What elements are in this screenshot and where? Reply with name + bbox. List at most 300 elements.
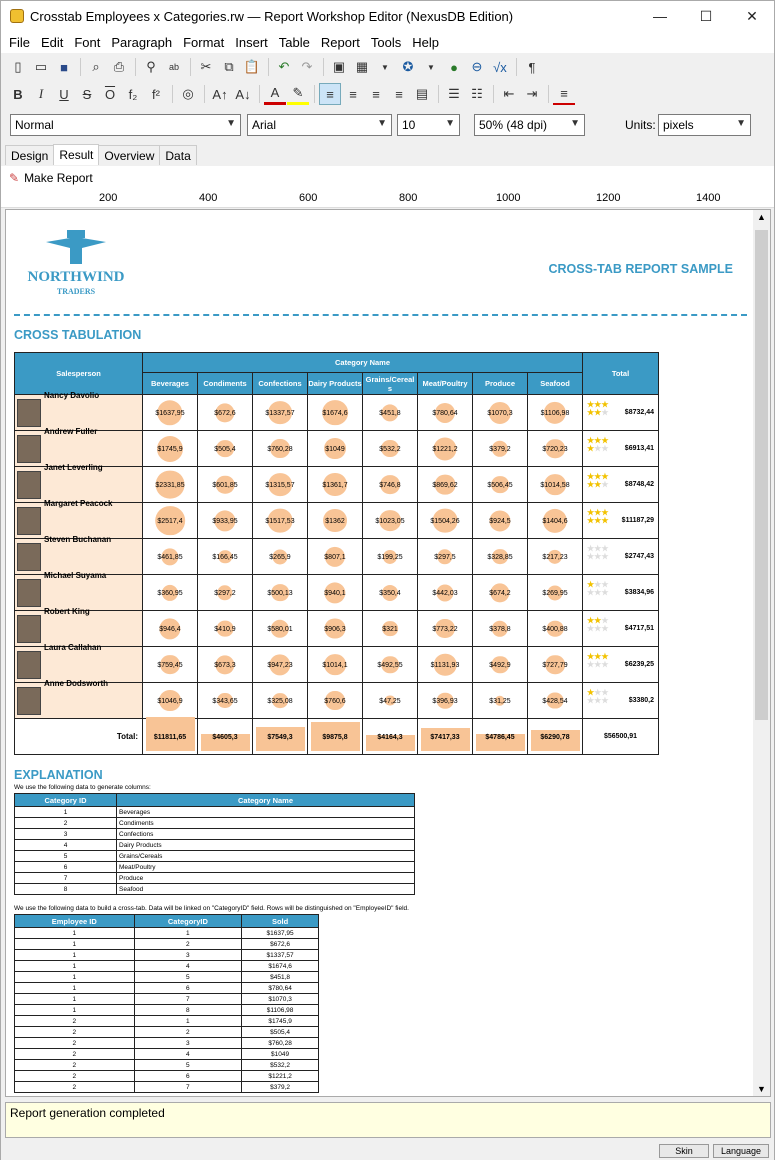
crosstab-cell: [253, 395, 308, 431]
hyperlink-icon[interactable]: ●: [450, 59, 458, 75]
crosstab-row: [15, 467, 659, 503]
table-row: [15, 873, 415, 884]
scroll-up-icon[interactable]: ▲: [757, 212, 766, 222]
crosstab-row: [15, 611, 659, 647]
scroll-down-icon[interactable]: ▼: [757, 1084, 766, 1094]
star-icon: ★: [601, 588, 609, 597]
crosstab-cell: [363, 647, 418, 683]
table-cell: 4: [134, 961, 242, 972]
star-icon: ★: [587, 696, 595, 705]
row-total-cell: [583, 611, 659, 647]
table-cell: Beverages: [117, 807, 415, 818]
crosstab-cell: [528, 431, 583, 467]
list-header: Category Name: [117, 794, 415, 807]
overline-icon[interactable]: $\overline{O}$: [104, 86, 116, 102]
avatar: [17, 579, 41, 607]
avatar: [17, 399, 41, 427]
cell-value: $350,4: [379, 590, 401, 597]
equation-icon[interactable]: √x: [493, 59, 507, 75]
grow-font-icon[interactable]: A↑: [212, 86, 228, 102]
category-column-header: Beverages: [143, 373, 198, 395]
chevron-down-icon: ▼: [736, 118, 746, 129]
category-column-header: Grains/Cereal s: [363, 373, 418, 395]
crosstab-table: [14, 352, 659, 755]
crosstab-cell: [473, 683, 528, 719]
maximize-button[interactable]: ☐: [699, 7, 713, 24]
crosstab-cell: [473, 431, 528, 467]
cell-value: $773,22: [432, 626, 458, 633]
star-icon: ★: [594, 444, 602, 453]
star-icon: ★: [601, 480, 609, 489]
align-right-icon[interactable]: ≡: [372, 86, 380, 102]
crosstab-cell: [473, 503, 528, 539]
star-icon: ★: [594, 436, 602, 445]
copy-icon[interactable]: ⧉: [224, 59, 234, 74]
category-column-header: Meat/Poultry: [418, 373, 473, 395]
star-icon: ★: [594, 588, 602, 597]
column-total-cell: [308, 719, 363, 755]
crosstab-cell: [198, 611, 253, 647]
table-cell: 3: [134, 1038, 242, 1049]
cell-value: $1049: [325, 446, 345, 453]
cell-value: $532,2: [379, 446, 401, 453]
salesperson-cell: [15, 390, 143, 431]
star-icon: ★: [594, 480, 602, 489]
cell-value: $269,95: [542, 590, 568, 597]
menu-help[interactable]: Help: [412, 34, 439, 50]
table-cell: 7: [134, 1082, 242, 1093]
ruler-label: 200: [99, 192, 118, 204]
cut-icon[interactable]: ✂: [200, 59, 212, 74]
undo-icon[interactable]: ↶: [278, 59, 290, 74]
crosstab-cell: [418, 539, 473, 575]
cell-value: $343,65: [212, 698, 238, 705]
cell-value: $47,25: [379, 698, 401, 705]
table-row: [15, 1071, 319, 1082]
cell-value: $451,8: [379, 410, 401, 417]
star-icon: ★: [601, 616, 609, 625]
style-combo[interactable]: [10, 114, 241, 136]
grand-total: $56500,91: [583, 719, 659, 755]
crosstab-cell: [198, 395, 253, 431]
star-icon: ★: [594, 580, 602, 589]
star-icon: ★: [594, 688, 602, 697]
star-icon: ★: [601, 400, 609, 409]
bold-icon[interactable]: B: [13, 86, 23, 102]
table-row: [15, 851, 415, 862]
star-icon: ★: [594, 400, 602, 409]
align-left-icon[interactable]: ≡: [319, 83, 341, 105]
salesperson-cell: [15, 534, 143, 575]
cell-value: $492,9: [489, 662, 511, 669]
total-header: Total: [583, 353, 659, 395]
column-total-value: $4786,45: [485, 734, 515, 741]
star-icon: ★: [594, 508, 602, 517]
table-cell: $532,2: [242, 1060, 319, 1071]
chevron-down-icon[interactable]: ▼: [381, 62, 389, 72]
insert-picture-icon[interactable]: ▣: [332, 59, 346, 74]
star-icon: ★: [594, 652, 602, 661]
superscript-icon[interactable]: f²: [152, 86, 160, 102]
ruler-label: 800: [399, 192, 418, 204]
table-cell: 5: [134, 972, 242, 983]
vertical-scrollbar[interactable]: [753, 210, 770, 1096]
paragraph-border-icon[interactable]: ≡: [553, 83, 575, 105]
cell-value: $328,85: [487, 554, 513, 561]
star-icon: ★: [601, 552, 609, 561]
strikethrough-icon[interactable]: S: [82, 86, 92, 102]
salesperson-name: Michael Suyama: [44, 570, 107, 580]
cell-value: $428,54: [542, 698, 568, 705]
category-column-header: Seafood: [528, 373, 583, 395]
northwind-logo: [26, 224, 126, 304]
tab-overview[interactable]: Overview: [98, 145, 160, 165]
crosstab-cell: [363, 467, 418, 503]
cell-value: $672,6: [214, 410, 236, 417]
cell-value: $492,55: [377, 662, 403, 669]
font-color-icon[interactable]: A: [264, 83, 286, 105]
crosstab-cell: [253, 683, 308, 719]
table-row: [15, 807, 415, 818]
star-icon: ★: [587, 580, 595, 589]
crosstab-cell: [198, 431, 253, 467]
cell-value: $461,85: [157, 554, 183, 561]
table-cell: 1: [15, 972, 135, 983]
bullets-icon[interactable]: ☰: [448, 86, 460, 101]
menu-font[interactable]: Font: [74, 34, 101, 50]
category-column-header: Confections: [253, 373, 308, 395]
highlight-icon[interactable]: ✎: [287, 83, 309, 105]
cell-value: $378,8: [489, 626, 511, 633]
menu-format[interactable]: Format: [183, 34, 225, 50]
crosstab-row: [15, 683, 659, 719]
salesperson-cell: [15, 462, 143, 503]
table-row: [15, 950, 319, 961]
cell-value: $940,1: [324, 590, 346, 597]
column-total-value: $7549,3: [267, 734, 293, 741]
rating-stars: [587, 473, 609, 489]
chevron-down-icon[interactable]: ▼: [427, 62, 435, 72]
salesperson-cell: [15, 642, 143, 683]
menu-tools[interactable]: Tools: [370, 34, 402, 50]
redo-icon[interactable]: ↷: [301, 59, 313, 74]
table-row: [15, 928, 319, 939]
avatar: [17, 615, 41, 643]
justify-icon[interactable]: ≡: [395, 86, 403, 102]
rating-stars: [587, 545, 609, 561]
cell-value: $1131,93: [430, 662, 460, 669]
crosstab-cell: [418, 575, 473, 611]
chevron-down-icon: ▼: [445, 118, 455, 129]
column-total-value: $9875,8: [322, 734, 348, 741]
table-row: [15, 939, 319, 950]
decrease-indent-icon[interactable]: ⇤: [503, 86, 515, 101]
avatar: [17, 471, 41, 499]
crosstab-cell: [308, 539, 363, 575]
crosstab-cell: [363, 539, 418, 575]
column-total-value: $6290,78: [540, 734, 570, 741]
table-cell: $451,8: [242, 972, 319, 983]
star-icon: ★: [601, 652, 609, 661]
table-cell: $780,64: [242, 983, 319, 994]
chevron-down-icon: ▼: [377, 118, 387, 129]
make-report-icon: ✎: [9, 171, 20, 185]
crosstab-cell: [528, 647, 583, 683]
star-icon: ★: [594, 472, 602, 481]
cell-value: $1315,57: [265, 482, 295, 489]
row-total-value: $11187,29: [621, 517, 654, 524]
font-combo[interactable]: [247, 114, 392, 136]
ruler-label: 1000: [496, 192, 521, 204]
avatar: [17, 687, 41, 715]
find-icon[interactable]: ⚲: [146, 59, 156, 74]
crosstab-cell: [418, 611, 473, 647]
menu-paragraph[interactable]: Paragraph: [111, 34, 173, 50]
font-value: Arial: [252, 118, 277, 132]
star-icon: ★: [587, 588, 595, 597]
cell-value: $1014,58: [540, 482, 570, 489]
table-row: [15, 961, 319, 972]
crosstab-cell: [198, 647, 253, 683]
rating-stars: [587, 509, 609, 525]
cell-value: $1674,6: [322, 410, 348, 417]
table-cell: 2: [134, 939, 242, 950]
star-icon: ★: [587, 508, 595, 517]
crosstab-cell: [528, 395, 583, 431]
ruler-label: 600: [299, 192, 318, 204]
new-icon[interactable]: ▯: [14, 59, 22, 74]
cell-value: $1023,05: [375, 518, 405, 525]
spell-icon[interactable]: ab: [168, 62, 179, 72]
avatar: [17, 435, 41, 463]
table-row: [15, 840, 415, 851]
menu-table[interactable]: Table: [278, 34, 310, 50]
crosstab-row: [15, 431, 659, 467]
table-cell: 2: [134, 1027, 242, 1038]
ruler-label: 400: [199, 192, 218, 204]
row-total-value: $3380,2: [628, 697, 654, 704]
table-cell: 1: [15, 807, 117, 818]
cell-value: $759,45: [157, 662, 183, 669]
crosstab-cell: [198, 503, 253, 539]
crosstab-cell: [308, 503, 363, 539]
cell-value: $1504,26: [430, 518, 460, 525]
window-title: Crosstab Employees x Categories.rw — Report Workshop Editor (NexusDB Edition): [30, 8, 514, 24]
crosstab-cell: [363, 611, 418, 647]
distribute-icon[interactable]: ▤: [415, 86, 429, 101]
font-size-combo[interactable]: [397, 114, 460, 136]
cell-value: $297,5: [434, 554, 456, 561]
crosstab-cell: [473, 467, 528, 503]
crosstab-row: [15, 647, 659, 683]
crosstab-cell: [418, 467, 473, 503]
status-text: Report generation completed: [10, 1106, 165, 1120]
table-cell: $1106,98: [242, 1005, 319, 1016]
column-total-value: $4164,3: [377, 734, 403, 741]
crosstab-cell: [528, 539, 583, 575]
language-button[interactable]: Language: [713, 1144, 769, 1158]
document-area[interactable]: [5, 209, 771, 1097]
salesperson-header: Salesperson: [15, 353, 143, 395]
table-cell: 1: [134, 1016, 242, 1027]
crosstab-row: [15, 539, 659, 575]
table-cell: 5: [15, 851, 117, 862]
row-total-value: $6239,25: [624, 661, 654, 668]
cell-value: $869,62: [432, 482, 458, 489]
increase-indent-icon[interactable]: ⇥: [526, 86, 538, 101]
star-icon: ★: [601, 436, 609, 445]
crosstab-cell: [363, 575, 418, 611]
cell-value: $1014,1: [322, 662, 348, 669]
table-cell: 1: [15, 1005, 135, 1016]
crosstab-cell: [308, 683, 363, 719]
table-row: [15, 1027, 319, 1038]
make-report-button[interactable]: Make Report: [24, 171, 93, 185]
crosstab-row: [15, 395, 659, 431]
cell-value: $442,03: [432, 590, 458, 597]
insert-table-icon[interactable]: ▦: [355, 59, 369, 74]
star-icon: ★: [601, 660, 609, 669]
table-cell: 1: [15, 983, 135, 994]
underline-icon[interactable]: U: [59, 86, 69, 102]
table-cell: 4: [15, 840, 117, 851]
star-icon: ★: [587, 544, 595, 553]
cell-value: $500,13: [267, 590, 293, 597]
table-cell: Grains/Cereals: [117, 851, 415, 862]
status-panel: [5, 1102, 771, 1138]
scroll-thumb[interactable]: [755, 230, 768, 720]
table-cell: 5: [134, 1060, 242, 1071]
crosstab-cell: [253, 503, 308, 539]
menu-file[interactable]: File: [9, 34, 30, 50]
save-icon[interactable]: ■: [60, 59, 68, 75]
bookmark-icon[interactable]: ⊖: [471, 59, 483, 74]
crosstab-cell: [308, 647, 363, 683]
salesperson-name: Margaret Peacock: [44, 498, 113, 508]
cell-value: $396,93: [432, 698, 458, 705]
table-cell: $379,2: [242, 1082, 319, 1093]
crosstab-row: [15, 575, 659, 611]
table-cell: 1: [134, 928, 242, 939]
table-row: [15, 983, 319, 994]
cell-value: $1106,98: [540, 410, 570, 417]
print-preview-icon[interactable]: ⌕: [92, 59, 100, 74]
pilcrow-icon[interactable]: ¶: [528, 59, 536, 75]
table-cell: 8: [15, 884, 117, 895]
column-total-cell: [198, 719, 253, 755]
cell-value: $906,3: [324, 626, 346, 633]
crosstab-cell: [418, 395, 473, 431]
italic-icon[interactable]: I: [38, 86, 44, 101]
table-row: [15, 1005, 319, 1016]
star-icon: ★: [587, 472, 595, 481]
shrink-font-icon[interactable]: A↓: [235, 86, 251, 102]
table-cell: Seafood: [117, 884, 415, 895]
menu-report[interactable]: Report: [320, 34, 360, 50]
star-icon: ★: [601, 516, 609, 525]
units-combo[interactable]: [658, 114, 751, 136]
subscript-icon[interactable]: f₂: [128, 86, 138, 102]
crosstab-cell: [473, 611, 528, 647]
crosstab-cell: [308, 611, 363, 647]
salesperson-cell: [15, 498, 143, 539]
crosstab-cell: [253, 431, 308, 467]
open-icon[interactable]: ▭: [34, 59, 48, 74]
numbering-icon[interactable]: ☷: [471, 86, 483, 101]
crosstab-cell: [308, 575, 363, 611]
divider: [14, 314, 747, 316]
table-row: [15, 972, 319, 983]
category-column-header: Condiments: [198, 373, 253, 395]
cell-value: $746,8: [379, 482, 401, 489]
star-icon: ★: [594, 696, 602, 705]
cell-value: $321: [382, 626, 398, 633]
salesperson-name: Robert King: [44, 606, 90, 616]
table-cell: 7: [15, 873, 117, 884]
crosstab-cell: [253, 647, 308, 683]
title-bar: [1, 1, 774, 31]
menu-insert[interactable]: Insert: [235, 34, 268, 50]
align-center-icon[interactable]: ≡: [349, 86, 357, 102]
note-columns: We use the following data to generate columns:: [14, 784, 151, 791]
row-total-cell: [583, 395, 659, 431]
tab-result[interactable]: Result: [53, 144, 99, 165]
print-icon[interactable]: ⎙: [113, 59, 125, 74]
table-cell: 2: [15, 1038, 135, 1049]
ruler[interactable]: [1, 190, 774, 208]
tab-data[interactable]: Data: [159, 145, 196, 165]
table-row: [15, 1016, 319, 1027]
tab-design[interactable]: Design: [5, 145, 54, 165]
zoom-combo[interactable]: [474, 114, 585, 136]
minimize-button[interactable]: —: [653, 8, 667, 24]
crosstab-cell: [143, 539, 198, 575]
crosstab-cell: [473, 539, 528, 575]
table-cell: $672,6: [242, 939, 319, 950]
star-icon: ★: [587, 516, 595, 525]
crosstab-cell: [473, 647, 528, 683]
bottom-bar: [1, 1142, 774, 1160]
toolbar-standard: [1, 54, 774, 80]
crosstab-cell: [143, 467, 198, 503]
cell-value: $31,25: [489, 698, 511, 705]
crosstab-cell: [363, 503, 418, 539]
menu-edit[interactable]: Edit: [40, 34, 64, 50]
skin-button[interactable]: Skin: [659, 1144, 709, 1158]
paste-icon[interactable]: 📋: [243, 59, 261, 74]
table-cell: 2: [15, 1071, 135, 1082]
hidden-text-icon[interactable]: ◎: [182, 86, 194, 101]
crosstab-cell: [253, 611, 308, 647]
table-cell: 2: [15, 1027, 135, 1038]
crosstab-cell: [528, 611, 583, 647]
table-cell: 2: [15, 818, 117, 829]
close-button[interactable]: ✕: [746, 7, 758, 24]
insert-object-icon[interactable]: ✪: [402, 59, 414, 74]
rating-stars: [587, 401, 609, 417]
star-icon: ★: [587, 624, 595, 633]
crosstab-cell: [363, 395, 418, 431]
star-icon: ★: [601, 696, 609, 705]
star-icon: ★: [594, 616, 602, 625]
table-cell: Dairy Products: [117, 840, 415, 851]
salesperson-name: Nancy Davolio: [44, 390, 100, 400]
crosstab-cell: [473, 395, 528, 431]
star-icon: ★: [601, 624, 609, 633]
category-column-header: Produce: [473, 373, 528, 395]
crosstab-cell: [308, 431, 363, 467]
cell-value: $674,2: [489, 590, 511, 597]
